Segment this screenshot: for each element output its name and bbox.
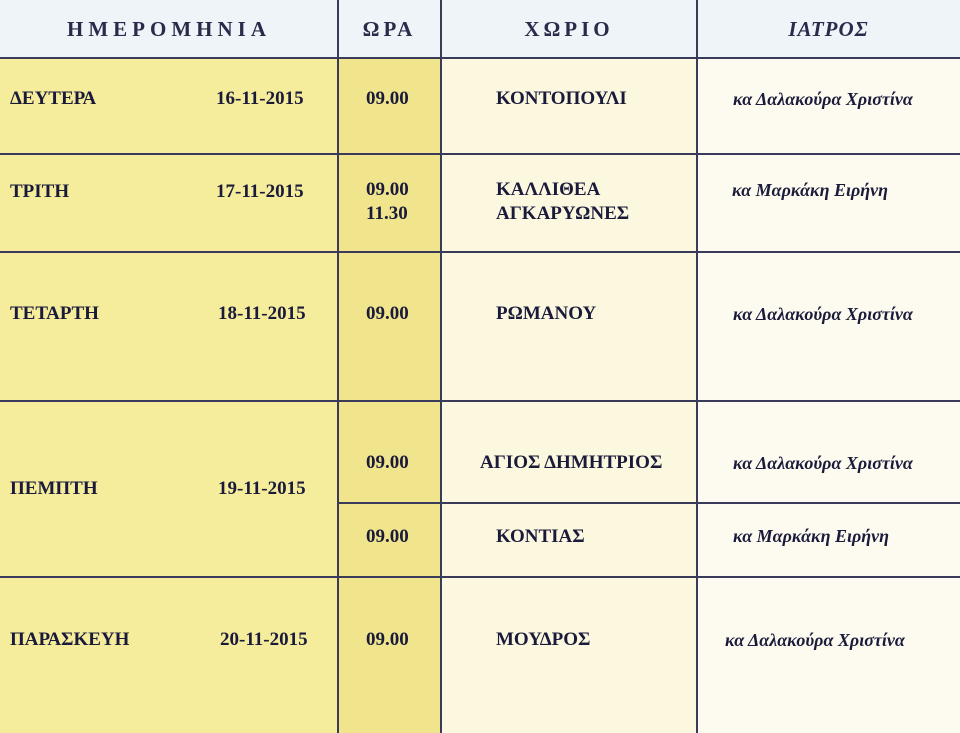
row-time: 09.00 [366, 526, 409, 547]
header-time: ΩΡΑ [362, 16, 417, 41]
header-village: ΧΩΡΙΟ [524, 16, 614, 41]
row-day: ΔΕΥΤΕΡΑ [10, 88, 97, 109]
row-doctor: κα Μαρκάκη Ειρήνη [732, 180, 888, 200]
row-doctor: κα Δαλακούρα Χριστίνα [725, 630, 905, 650]
row-day: ΠΕΜΠΤΗ [10, 478, 98, 499]
row-date: 16-11-2015 [216, 88, 304, 109]
row-time: 09.00 [366, 179, 409, 200]
row-village: ΜΟΥΔΡΟΣ [496, 629, 591, 650]
row-time: 09.00 [366, 452, 409, 473]
row-village: ΑΓΙΟΣ ΔΗΜΗΤΡΙΟΣ [480, 452, 663, 473]
row-doctor: κα Μαρκάκη Ειρήνη [733, 526, 889, 546]
divider [0, 400, 960, 402]
divider [0, 251, 960, 253]
row-date: 18-11-2015 [218, 303, 306, 324]
divider [0, 57, 960, 59]
row-day: ΠΑΡΑΣΚΕΥΗ [10, 629, 130, 650]
row-date: 19-11-2015 [218, 478, 306, 499]
header-date: ΗΜΕΡΟΜΗΝΙΑ [67, 16, 271, 41]
row-time: 09.00 [366, 88, 409, 109]
row-time: 09.00 [366, 629, 409, 650]
row-time: 11.30 [366, 203, 408, 224]
divider [338, 502, 960, 504]
row-day: ΤΡΙΤΗ [10, 181, 70, 202]
row-time: 09.00 [366, 303, 409, 324]
divider [0, 153, 960, 155]
row-doctor: κα Δαλακούρα Χριστίνα [733, 304, 913, 324]
row-times [366, 178, 409, 226]
divider [696, 0, 698, 733]
row-village: ΚΟΝΤΙΑΣ [496, 526, 585, 547]
row-day: ΤΕΤΑΡΤΗ [10, 303, 99, 324]
divider [440, 0, 442, 733]
divider [0, 576, 960, 578]
row-date: 20-11-2015 [220, 629, 308, 650]
row-village: ΡΩΜΑΝΟΥ [496, 303, 597, 324]
row-village: ΚΑΛΛΙΘΕΑ [496, 179, 601, 200]
row-villages [496, 178, 629, 226]
row-village: ΑΓΚΑΡΥΩΝΕΣ [496, 203, 630, 224]
row-date: 17-11-2015 [216, 181, 304, 202]
row-doctor: κα Δαλακούρα Χριστίνα [733, 89, 913, 109]
row-village: ΚΟΝΤΟΠΟΥΛΙ [496, 88, 627, 109]
header-doctor: ΙΑΤΡΟΣ [788, 16, 869, 41]
row-doctor: κα Δαλακούρα Χριστίνα [733, 453, 913, 473]
divider [337, 0, 339, 733]
